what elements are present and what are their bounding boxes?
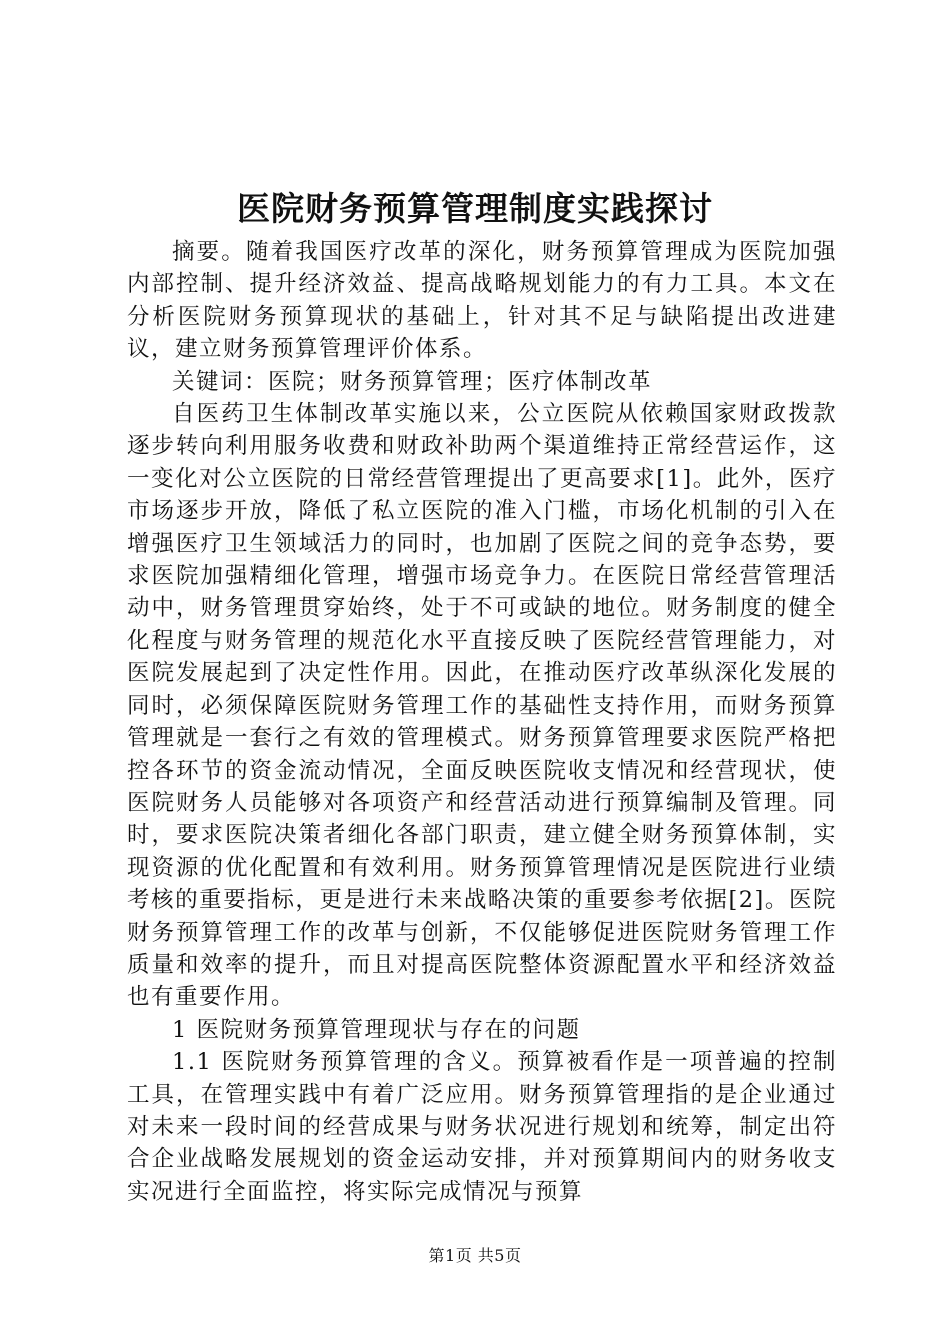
section-heading: 1 医院财务预算管理现状与存在的问题 [172,1016,581,1043]
keywords-line: 关键词：医院；财务预算管理；医疗体制改革 [172,368,653,395]
document-title: 医院财务预算管理制度实践探讨 [237,189,713,228]
document-body [127,236,837,1208]
abstract-paragraph: 摘要。随着我国医疗改革的深化，财务预算管理成为医院加强内部控制、提升经济效益、提高战略规划能力的有力工具。本文在分析医院财务预算现状的基础上，针对其不足与缺陷提出改进建议，建立财务预算管理评价体系。 [127,239,837,363]
intro-paragraph: 自医药卫生体制改革实施以来，公立医院从依赖国家财政拨款逐步转向利用服务收费和财政补助两个渠道维持正常经营运作，这一变化对公立医院的日常经营管理提出了更高要求[1]。此外，医疗市场逐步开放，降低了私立医院的准入门槛，市场化机制的引入在增强医疗卫生领域活力的同时，也加剧了医院之间的竞争态势，要求医院加强精细化管理，增强市场竞争力。在医院日常经营管理活动中，财务管理贯穿始终，处于不可或缺的地位。财务制度的健全化程度与财务管理的规范化水平直接反映了医院经营管理能力，对医院发展起到了决定性作用。因此，在推动医疗改革纵深化发展的同时，必须保障医院财务管理工作的基础性支持作用，而财务预算管理就是一套行之有效的管理模式。财务预算管理要求医院严格把控各环节的资金流动情况，全面反映医院收支情况和经营现状，使医院财务人员能够对各项资产和经营活动进行预算编制及管理。同时，要求医院决策者细化各部门职责，建立健全财务预算体制，实现资源的优化配置和有效利用。财务预算管理情况是医院进行业绩考核的重要指标，更是进行未来战略决策的重要参考依据[2]。医院财务预算管理工作的改革与创新，不仅能够促进医院财务管理工作质量和效率的提升，而且对提高医院整体资源配置水平和经济效益也有重要作用。 [127,401,837,1011]
page-footer: 第1页 共5页 [428,1246,522,1265]
subsection-paragraph: 1.1 医院财务预算管理的含义。预算被看作是一项普遍的控制工具，在管理实践中有着广泛应用。财务预算管理指的是企业通过对未来一段时间的经营成果与财务状况进行规划和统筹，制定出符合企业战略发展规划的资金运动安排，并对预算期间内的财务收支实况进行全面监控，将实际完成情况与预算 [127,1049,837,1205]
